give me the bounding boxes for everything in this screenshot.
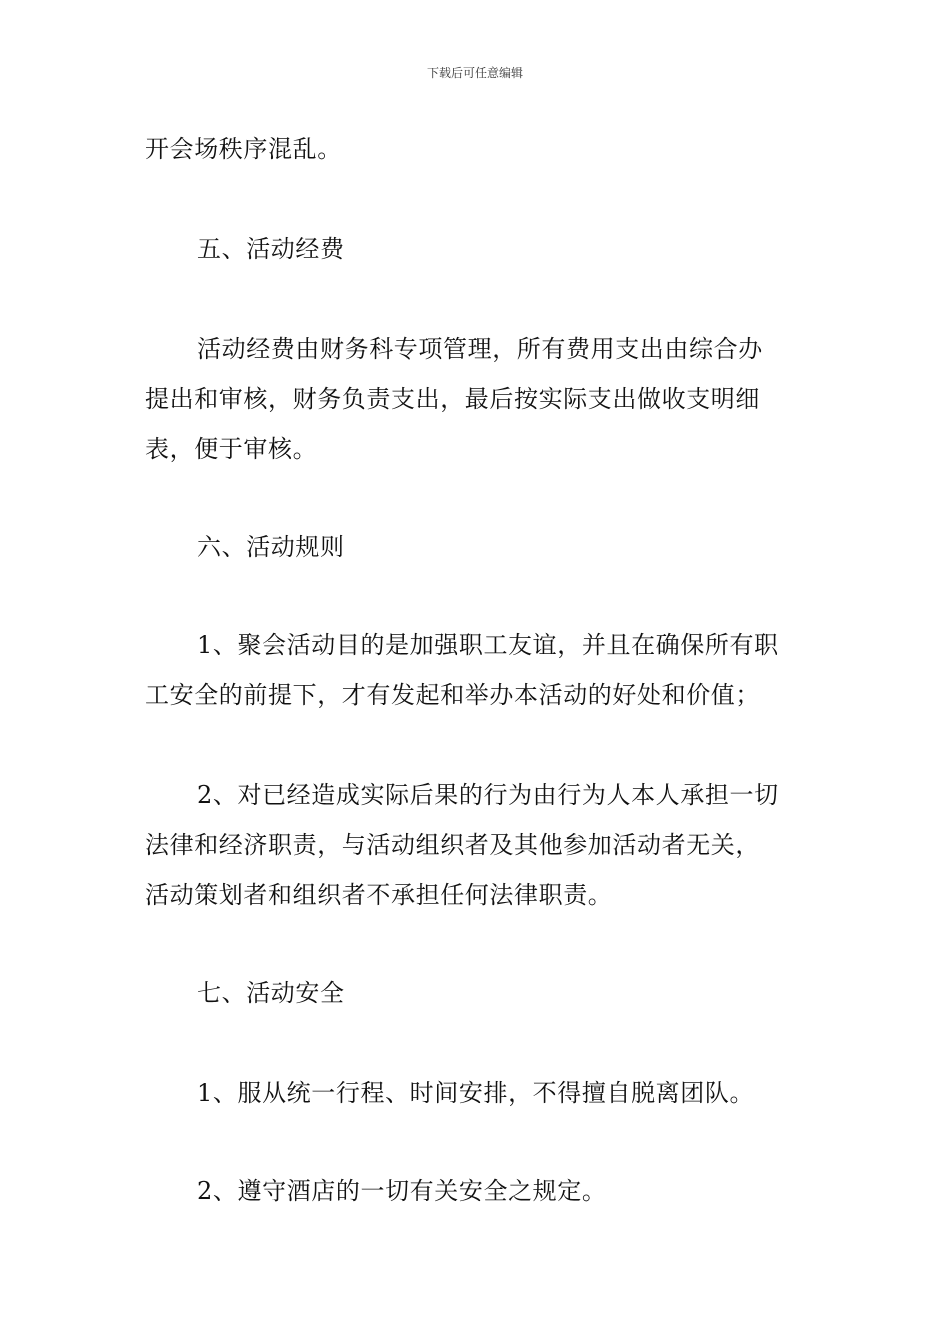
text-line: 开会场秩序混乱。 [145, 135, 342, 163]
text-line: 2、对已经造成实际后果的行为由行为人本人承担一切 [197, 781, 779, 809]
heading-text: 五、活动经费 [197, 235, 345, 263]
text-line: 提出和审核，财务负责支出，最后按实际支出做收支明细 [145, 385, 760, 413]
text-line: 活动经费由财务科专项管理，所有费用支出由综合办 [197, 335, 763, 363]
heading-text: 六、活动规则 [197, 533, 345, 561]
section-heading-safety [145, 968, 815, 1018]
text-line: 2、遵守酒店的一切有关安全之规定。 [197, 1177, 607, 1205]
text-line: 1、服从统一行程、时间安排，不得擅自脱离团队。 [197, 1079, 755, 1107]
section-heading-funding [145, 224, 815, 274]
page-header-note: 下载后可任意编辑 [426, 66, 523, 80]
paragraph-safety-2 [145, 1166, 815, 1216]
text-line: 法律和经济职责，与活动组织者及其他参加活动者无关， [145, 831, 760, 859]
paragraph-continuation [145, 124, 815, 174]
paragraph-safety-1 [145, 1068, 815, 1118]
paragraph-rule-2 [145, 770, 815, 920]
section-heading-rules [145, 522, 815, 572]
text-line: 活动策划者和组织者不承担任何法律职责。 [145, 881, 613, 909]
heading-text: 七、活动安全 [197, 979, 345, 1007]
paragraph-funding [145, 324, 815, 474]
text-line: 1、聚会活动目的是加强职工友谊，并且在确保所有职 [197, 631, 779, 659]
text-line: 表，便于审核。 [145, 435, 318, 463]
paragraph-rule-1 [145, 620, 815, 720]
text-line: 工安全的前提下，才有发起和举办本活动的好处和价值； [145, 681, 760, 709]
